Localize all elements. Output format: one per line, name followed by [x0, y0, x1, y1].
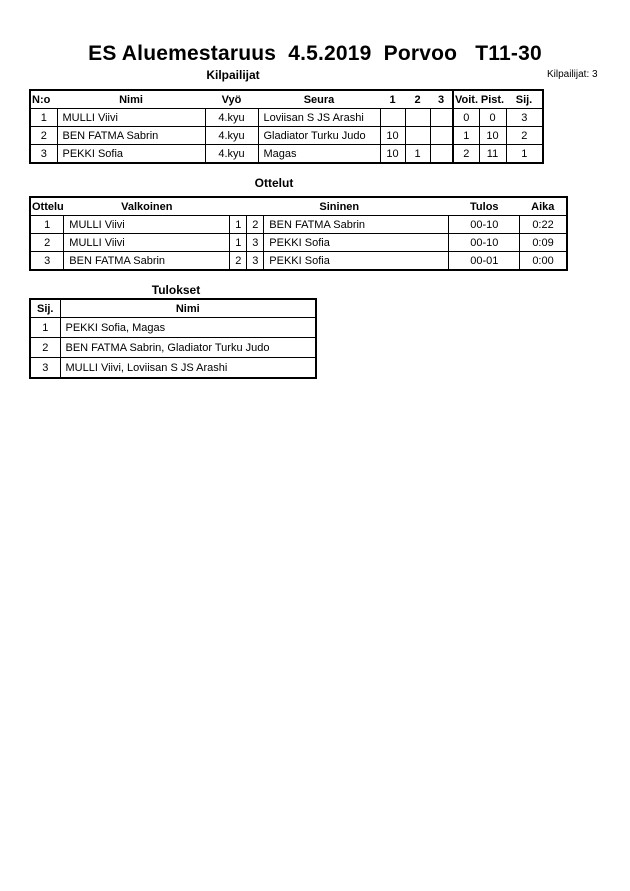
table-row [30, 318, 316, 338]
col-header-pist: Pist. [479, 90, 506, 109]
page-title: ES Aluemestaruus 4.5.2019 Porvoo T11-30 [88, 42, 542, 65]
cell-match-no: 3 [30, 252, 64, 271]
cell-score-2 [405, 109, 430, 127]
cell-nimi: MULLI Viivi [57, 109, 205, 127]
col-header-seura: Seura [258, 90, 380, 109]
cell-sij: 3 [506, 109, 543, 127]
cell-white-no: 1 [230, 234, 247, 252]
table-row [30, 252, 567, 271]
cell-score-2: 1 [405, 145, 430, 164]
cell-score-1: 10 [380, 127, 405, 145]
competitors-table [29, 89, 544, 164]
cell-name-club: BEN FATMA Sabrin, Gladiator Turku Judo [60, 338, 316, 358]
cell-pist: 11 [479, 145, 506, 164]
competitors-count: Kilpailijat: 3 [547, 69, 598, 80]
table-row [30, 234, 567, 252]
cell-result: 00-01 [449, 252, 520, 271]
table-row [30, 127, 543, 145]
cell-result: 00-10 [449, 234, 520, 252]
cell-place: 3 [30, 358, 60, 379]
cell-seura: Magas [258, 145, 380, 164]
table-row [30, 338, 316, 358]
cell-match-no: 1 [30, 216, 64, 234]
col-header-sij: Sij. [30, 299, 60, 318]
cell-blue-name: BEN FATMA Sabrin [264, 216, 449, 234]
col-header-3: 3 [430, 90, 453, 109]
cell-score-1 [380, 109, 405, 127]
cell-vyo: 4.kyu [205, 145, 258, 164]
cell-nimi: BEN FATMA Sabrin [57, 127, 205, 145]
col-header-nimi: Nimi [57, 90, 205, 109]
cell-no: 1 [30, 109, 57, 127]
standings-table [29, 298, 317, 379]
cell-vyo: 4.kyu [205, 127, 258, 145]
cell-pist: 10 [479, 127, 506, 145]
col-header-no: N:o [30, 90, 57, 109]
cell-blue-name: PEKKI Sofia [264, 234, 449, 252]
cell-blue-name: PEKKI Sofia [264, 252, 449, 271]
cell-score-3 [430, 109, 453, 127]
cell-white-no: 1 [230, 216, 247, 234]
col-header-2: 2 [405, 90, 430, 109]
table-row [30, 145, 543, 164]
cell-sij: 2 [506, 127, 543, 145]
cell-result: 00-10 [449, 216, 520, 234]
cell-vyo: 4.kyu [205, 109, 258, 127]
cell-place: 1 [30, 318, 60, 338]
col-header-tulos: Tulos [449, 197, 520, 216]
cell-seura: Loviisan S JS Arashi [258, 109, 380, 127]
cell-pist: 0 [479, 109, 506, 127]
cell-voit: 0 [453, 109, 479, 127]
section-title-ottelut: Ottelut [254, 176, 294, 190]
table-row [30, 216, 567, 234]
cell-score-3 [430, 127, 453, 145]
cell-no: 3 [30, 145, 57, 164]
col-header-1: 1 [380, 90, 405, 109]
cell-white-name: MULLI Viivi [64, 216, 230, 234]
table-row [30, 109, 543, 127]
cell-score-1: 10 [380, 145, 405, 164]
col-header-nimi: Nimi [60, 299, 316, 318]
cell-blue-no: 3 [247, 252, 264, 271]
col-header-voit: Voit. [453, 90, 479, 109]
cell-place: 2 [30, 338, 60, 358]
cell-time: 0:22 [520, 216, 567, 234]
cell-seura: Gladiator Turku Judo [258, 127, 380, 145]
col-header-sininen: Sininen [230, 197, 449, 216]
cell-blue-no: 3 [247, 234, 264, 252]
col-header-vyo: Vyö [205, 90, 258, 109]
cell-nimi: PEKKI Sofia [57, 145, 205, 164]
cell-name-club: PEKKI Sofia, Magas [60, 318, 316, 338]
cell-voit: 1 [453, 127, 479, 145]
cell-white-name: MULLI Viivi [64, 234, 230, 252]
col-header-sij: Sij. [506, 90, 543, 109]
cell-blue-no: 2 [247, 216, 264, 234]
cell-name-club: MULLI Viivi, Loviisan S JS Arashi [60, 358, 316, 379]
cell-time: 0:09 [520, 234, 567, 252]
cell-voit: 2 [453, 145, 479, 164]
cell-score-2 [405, 127, 430, 145]
section-title-tulokset: Tulokset [151, 283, 201, 297]
table-header-row [30, 299, 316, 318]
cell-white-no: 2 [230, 252, 247, 271]
col-header-ottelu: Ottelu [30, 197, 64, 216]
table-row [30, 358, 316, 379]
cell-match-no: 2 [30, 234, 64, 252]
table-header-row [30, 197, 567, 216]
col-header-valkoinen: Valkoinen [64, 197, 230, 216]
table-header-row [30, 90, 543, 109]
cell-no: 2 [30, 127, 57, 145]
cell-time: 0:00 [520, 252, 567, 271]
matches-table [29, 196, 568, 271]
cell-score-3 [430, 145, 453, 164]
section-title-kilpailijat: Kilpailijat [206, 68, 260, 82]
cell-sij: 1 [506, 145, 543, 164]
col-header-aika: Aika [520, 197, 567, 216]
cell-white-name: BEN FATMA Sabrin [64, 252, 230, 271]
